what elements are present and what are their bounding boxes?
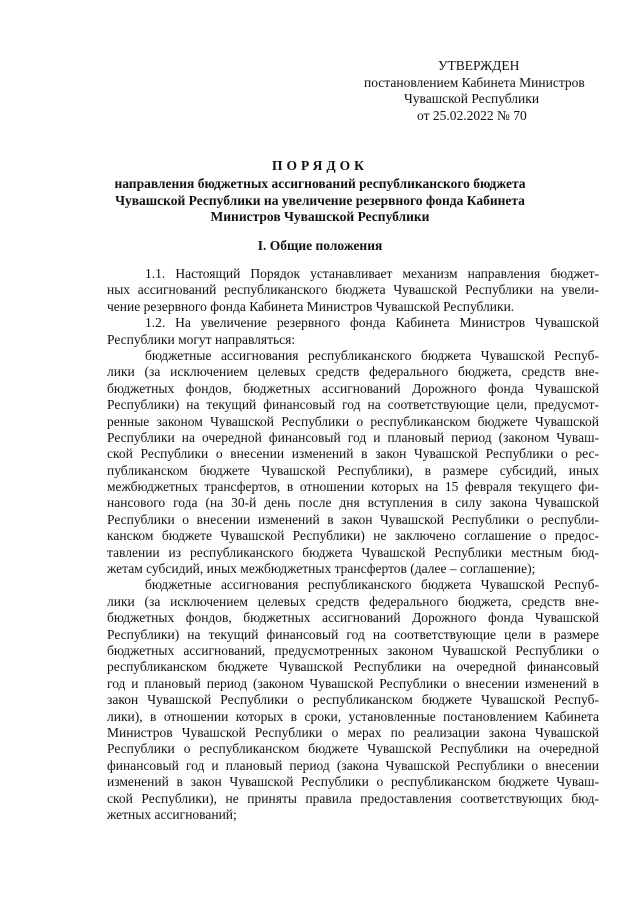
text-line: 1.2. На увеличение резервного фонда Кабинета Министров Чувашской [145, 315, 599, 331]
text-line: бюджетные ассигнования республиканского бюджета Чувашской Респуб- [145, 347, 599, 363]
text-line: бюджетных фондов, бюджетных ассигнований Дорожного фонда Чувашской [107, 380, 599, 396]
approval-stamp [340, 58, 600, 124]
text-line: нансового года (на 30-й день после дня вступления в силу закона Чувашской [107, 495, 599, 511]
text-line: изменений в закон Чувашской Республики о республиканском бюджете Чуваш- [107, 774, 599, 790]
subtitle-line: направления бюджетных ассигнований республиканского бюджета [114, 176, 526, 191]
text-line: бюджетных ассигнований, предусмотренных законом Чувашской Республики о [107, 642, 599, 658]
text-line: финансовый год и плановый период (закона Чувашской Республики о внесении [107, 757, 599, 773]
text-line: Республики на очередной финансовый год и плановый период (законом Чуваш- [107, 429, 599, 445]
text-line: межбюджетных трансфертов, в отношении которых на 15 февраля текущего фи- [107, 479, 599, 495]
section-heading: I. Общие положения [257, 238, 383, 253]
text-line: бюджетные ассигнования республиканского бюджета Чувашской Респуб- [145, 577, 599, 593]
document-subtitle [100, 176, 540, 226]
text-line: публиканском бюджете Чувашской Республики), в размере субсидий, иных [107, 462, 599, 478]
text-line: Республики о республиканском бюджете Чувашской Республики на очередной [107, 741, 599, 757]
text-line: ренные законом Чувашской Республики о республиканском бюджете Чувашской [107, 413, 599, 429]
text-line: Республики) на текущий финансовый год на соответствующие цели в размере [107, 626, 599, 642]
text-line: чение резервного фонда Кабинета Министров Чувашской Республики. [107, 298, 515, 314]
subtitle-line: Чувашской Республики на увеличение резервного фонда Кабинета [115, 192, 525, 208]
approval-heading: УТВЕРЖДЕН [438, 58, 520, 73]
text-line: лики (за исключением целевых средств федерального бюджета, средств вне- [107, 593, 599, 609]
text-line: ской Республики о внесении изменений в закон Чувашской Республики о рес- [107, 446, 599, 462]
approval-by: постановлением Кабинета Министров [364, 74, 585, 90]
text-line: жетам субсидий, иных межбюджетных трансфертов (далее – соглашение); [107, 561, 536, 577]
text-line: лики), в отношении которых в сроки, установленные постановлением Кабинета [107, 708, 599, 724]
text-line: канском бюджете Чувашской Республики) не заключено соглашение о предос- [107, 528, 599, 544]
document-title: ПОРЯДОК [272, 158, 368, 173]
approval-republic: Чувашской Республики [404, 91, 540, 106]
body-text [107, 266, 599, 823]
text-line: жетных ассигнований; [107, 806, 237, 822]
text-line: республиканском бюджете Чувашской Республики на очередной финансовый [107, 659, 599, 675]
text-line: тавлении из республиканского бюджета Чувашской Республики местным бюд- [107, 544, 599, 560]
text-line: лики (за исключением целевых средств федерального бюджета, средств вне- [107, 364, 599, 380]
paragraph [107, 315, 599, 348]
text-line: бюджетных фондов, бюджетных ассигнований Дорожного фонда Чувашской [107, 610, 599, 626]
text-line: год и плановый период (законом Чувашской Республики о внесении изменений в [107, 675, 599, 691]
text-line: Республики могут направляться: [107, 331, 296, 347]
paragraph [107, 348, 599, 577]
text-line: ской Республики), не приняты правила предоставления соответствующих бюд- [107, 790, 599, 806]
subtitle-line: Министров Чувашской Республики [210, 209, 430, 224]
paragraph [107, 266, 599, 315]
text-line: Министров Чувашской Республики о мерах по реализации закона Чувашской [107, 724, 599, 740]
text-line: ных ассигнований республиканского бюджета Чувашской Республики на увели- [107, 282, 599, 298]
text-line: Республики) на текущий финансовый год на соответствующие цели, предусмот- [107, 397, 599, 413]
paragraph [107, 577, 599, 823]
approval-date-number: от 25.02.2022 № 70 [417, 107, 527, 123]
text-line: Республики о внесении изменений в закон Чувашской Республики о республи- [107, 511, 599, 527]
text-line: закон Чувашской Республики о республиканском бюджете Чувашской Респуб- [107, 692, 599, 708]
text-line: 1.1. Настоящий Порядок устанавливает механизм направления бюджет- [145, 266, 599, 281]
